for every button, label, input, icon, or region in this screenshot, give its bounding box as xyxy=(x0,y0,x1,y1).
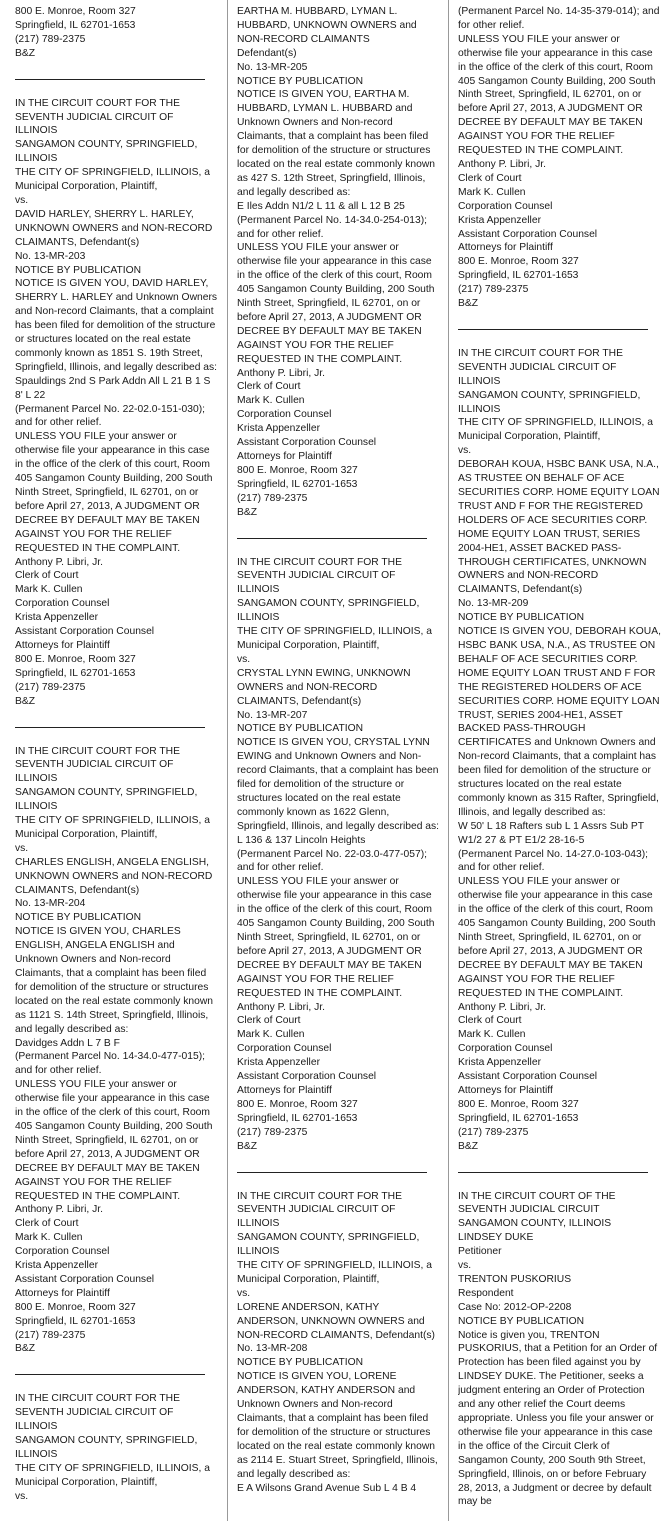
notice-line: vs. xyxy=(458,1260,472,1272)
notice-line: UNLESS YOU FILE your answer or otherwise file your appearance in this case in the office of the clerk of this court, Room 405 Sangamon County Building, 200 South Ninth Street, Springfield, IL 62701, on or before April 27, 2013, A JUDGMENT OR DECREE BY DEFAULT MAY BE TAKEN AGAINST YOU FOR THE RELIEF REQUESTED IN THE COMPLAINT. xyxy=(237,242,435,365)
notice-line: No. 13-MR-207 xyxy=(237,709,308,721)
notice-line: (Permanent Parcel No. 22-03.0-477-057); and for other relief. xyxy=(237,848,428,874)
notice-line: Assistant Corporation Counsel xyxy=(237,437,377,449)
notice-line: Attorneys for Plaintiff xyxy=(15,1287,110,1299)
notice-line: (217) 789-2375 xyxy=(458,284,529,296)
notice-line: UNLESS YOU FILE your answer or otherwise file your appearance in this case in the office of the clerk of this court, Room 405 Sangamon County Building, 200 South Ninth Street, Springfield, IL 62701, on or before April 27, 2013, A JUDGMENT OR DECREE BY DEFAULT MAY BE TAKEN AGAINST YOU FOR THE RELIEF REQUESTED IN THE COMPLAINT. xyxy=(15,1079,213,1202)
notice-line: NOTICE IS GIVEN YOU, LORENE ANDERSON, KATHY ANDERSON and Unknown Owners and Non-record Claimants, that a complaint has been filed for demolition of the structure or structures located on the real estate commonly known as 2114 E. Stuart Street, Springfield, Illinois, and legally described as: xyxy=(237,1371,438,1480)
legal-notice xyxy=(15,745,218,1357)
notice-line: Corporation Counsel xyxy=(237,409,332,421)
notice-line: Corporation Counsel xyxy=(458,200,553,212)
notice-line: Defendant(s) xyxy=(237,47,297,59)
notice-line: vs. xyxy=(237,653,251,665)
notice-line: Petitioner xyxy=(458,1246,502,1258)
notice-line: vs. xyxy=(458,445,472,457)
notice-line: Springfield, IL 62701-1653 xyxy=(15,667,136,679)
notice-line: Anthony P. Libri, Jr. xyxy=(237,1001,325,1013)
notice-line: Springfield, IL 62701-1653 xyxy=(15,19,136,31)
notice-line: Attorneys for Plaintiff xyxy=(237,1084,332,1096)
column-divider xyxy=(448,0,449,1521)
legal-notice xyxy=(237,5,440,520)
notice-line: Assistant Corporation Counsel xyxy=(237,1071,377,1083)
notice-line: SANGAMON COUNTY, SPRINGFIELD, ILLINOIS xyxy=(458,389,641,415)
notice-line: Anthony P. Libri, Jr. xyxy=(237,367,325,379)
notice-line: Mark K. Cullen xyxy=(237,395,305,407)
notice-line: Krista Appenzeller xyxy=(15,1260,98,1272)
column-3 xyxy=(458,5,661,1517)
notice-line: Mark K. Cullen xyxy=(458,186,526,198)
notice-line: (217) 789-2375 xyxy=(15,1329,86,1341)
notice-line: Krista Appenzeller xyxy=(458,1057,541,1069)
notice-line: (Permanent Parcel No. 14-27.0-103-043); and for other relief. xyxy=(458,848,649,874)
notice-line: CHARLES ENGLISH, ANGELA ENGLISH, UNKNOWN OWNERS and NON-RECORD CLAIMANTS, Defendant(s) xyxy=(15,856,213,896)
notice-line: 800 E. Monroe, Room 327 xyxy=(15,1301,136,1313)
notice-line: NOTICE IS GIVEN YOU, DEBORAH KOUA, HSBC BANK USA, N.A., AS TRUSTEE ON BEHALF OF ACE SECURITIES CORP. HOME EQUITY LOAN TRUST AND F FOR THE REGISTERED HOLDERS OF ACE SECURITIES CORP. HOME EQUITY LOAN TRUST, SERIES 2004-HE1, ASSET BACKED PASS-THROUGH CERTIFICATES and Unknown Owners and Non-record Claimants, that a complaint has been filed for demolition of the structure or structures located on the real estate commonly known as 315 Rafter, Springfield, Illinois, and legally described as: xyxy=(458,626,661,818)
notice-line: 800 E. Monroe, Room 327 xyxy=(15,6,136,17)
notice-separator xyxy=(237,1172,427,1173)
notice-line: IN THE CIRCUIT COURT FOR THE SEVENTH JUDICIAL CIRCUIT OF ILLINOIS xyxy=(15,745,180,785)
notice-line: Mark K. Cullen xyxy=(458,1029,526,1041)
notice-line: E Iles Addn N1/2 L 11 & all L 12 B 25 xyxy=(237,200,405,212)
notice-line: THE CITY OF SPRINGFIELD, ILLINOIS, a Municipal Corporation, Plaintiff, xyxy=(15,1462,210,1488)
notice-line: NOTICE IS GIVEN YOU, DAVID HARLEY, SHERRY L. HARLEY and Unknown Owners and Non-record Claimants, that a complaint has been filed for demolition of the structure or structures located on the real estate commonly known as 1851 S. 19th Street, Springfield, Illinois, and legally described as: xyxy=(15,278,218,373)
notice-line: IN THE CIRCUIT COURT FOR THE SEVENTH JUDICIAL CIRCUIT OF ILLINOIS xyxy=(15,1393,180,1433)
notice-line: (217) 789-2375 xyxy=(237,492,308,504)
legal-notice xyxy=(237,1190,440,1496)
notice-line: 800 E. Monroe, Room 327 xyxy=(237,1098,358,1110)
notice-line: CRYSTAL LYNN EWING, UNKNOWN OWNERS and NON-RECORD CLAIMANTS, Defendant(s) xyxy=(237,667,411,707)
notice-line: (217) 789-2375 xyxy=(458,1126,529,1138)
notice-line: EARTHA M. HUBBARD, LYMAN L. HUBBARD, UNKNOWN OWNERS and NON-RECORD CLAIMANTS xyxy=(237,6,417,45)
legal-notice xyxy=(15,5,218,61)
notice-line: LINDSEY DUKE xyxy=(458,1232,534,1244)
notice-line: B&Z xyxy=(458,298,479,310)
notice-line: IN THE CIRCUIT COURT FOR THE SEVENTH JUDICIAL CIRCUIT OF ILLINOIS xyxy=(15,97,180,137)
notice-line: 800 E. Monroe, Room 327 xyxy=(237,464,358,476)
notice-line: Mark K. Cullen xyxy=(15,1232,83,1244)
notice-line: (Permanent Parcel No. 14-34.0-477-015); and for other relief. xyxy=(15,1051,206,1077)
notice-line: vs. xyxy=(237,1287,251,1299)
notice-line: Krista Appenzeller xyxy=(237,423,320,435)
notice-line: THE CITY OF SPRINGFIELD, ILLINOIS, a Municipal Corporation, Plaintiff, xyxy=(237,626,432,651)
notice-line: Davidges Addn L 7 B F xyxy=(15,1037,120,1049)
notice-line: IN THE CIRCUIT COURT FOR THE SEVENTH JUDICIAL CIRCUIT OF ILLINOIS xyxy=(237,556,402,596)
notice-line: Springfield, IL 62701-1653 xyxy=(458,270,579,282)
notice-line: Notice is given you, TRENTON PUSKORIUS, that a Petition for an Order of Protection has been filed against you by LINDSEY DUKE. The Petitioner, seeks a judgment entering an Order of Protection and any other relief the Court deems appropriate. Unless you file your answer or otherwise file your appearance in this case in the office of the Circuit Clerk of Sangamon County, 200 South 9th Street, Springfield, Illinois, on or before February 28, 2013, a Judgment or decree by default may be xyxy=(458,1329,658,1508)
notice-line: SANGAMON COUNTY, SPRINGFIELD, ILLINOIS xyxy=(237,598,420,624)
notice-line: B&Z xyxy=(15,1343,36,1355)
notice-line: SANGAMON COUNTY, SPRINGFIELD, ILLINOIS xyxy=(15,1435,198,1460)
notice-separator xyxy=(458,329,648,330)
notice-line: NOTICE BY PUBLICATION xyxy=(15,264,142,276)
notice-separator xyxy=(15,79,205,80)
notice-line: Clerk of Court xyxy=(15,570,79,582)
column-divider xyxy=(227,0,228,1521)
notice-line: SANGAMON COUNTY, SPRINGFIELD, ILLINOIS xyxy=(237,1232,420,1258)
notice-line: 800 E. Monroe, Room 327 xyxy=(458,1098,579,1110)
notice-line: B&Z xyxy=(458,1140,479,1152)
notice-line: Corporation Counsel xyxy=(458,1043,553,1055)
notice-line: THE CITY OF SPRINGFIELD, ILLINOIS, a Municipal Corporation, Plaintiff, xyxy=(237,1260,432,1285)
legal-notice xyxy=(458,347,661,1154)
notice-separator xyxy=(15,727,205,728)
notice-line: Anthony P. Libri, Jr. xyxy=(458,1001,546,1013)
notice-line: Attorneys for Plaintiff xyxy=(458,1084,553,1096)
notice-line: Clerk of Court xyxy=(458,1015,522,1027)
notice-line: NOTICE BY PUBLICATION xyxy=(458,612,585,624)
notice-line: vs. xyxy=(15,1490,29,1502)
notice-line: Anthony P. Libri, Jr. xyxy=(15,1204,103,1216)
notice-line: Assistant Corporation Counsel xyxy=(458,228,598,240)
notice-line: IN THE CIRCUIT COURT FOR THE SEVENTH JUDICIAL CIRCUIT OF ILLINOIS xyxy=(458,347,623,387)
notice-line: Assistant Corporation Counsel xyxy=(458,1071,598,1083)
legal-notice xyxy=(458,1190,661,1510)
notice-line: THE CITY OF SPRINGFIELD, ILLINOIS, a Municipal Corporation, Plaintiff, xyxy=(15,167,210,193)
notice-line: Springfield, IL 62701-1653 xyxy=(15,1315,136,1327)
notice-line: SANGAMON COUNTY, SPRINGFIELD, ILLINOIS xyxy=(15,787,198,813)
notice-line: W 50' L 18 Rafters sub L 1 Assrs Sub PT W1/2 27 & PT E1/2 28-16-5 xyxy=(458,820,644,846)
notice-line: Krista Appenzeller xyxy=(458,214,541,226)
notice-line: SANGAMON COUNTY, SPRINGFIELD, ILLINOIS xyxy=(15,139,198,165)
notice-line: Springfield, IL 62701-1653 xyxy=(237,1112,358,1124)
notice-line: NOTICE IS GIVEN YOU, EARTHA M. HUBBARD, LYMAN L. HUBBARD and Unknown Owners and Non-record Claimants, that a complaint has been filed for demolition of the structure or structures located on the real estate commonly known as 427 S. 12th Street, Springfield, Illinois, and legally described as: xyxy=(237,89,436,198)
notice-separator xyxy=(237,538,427,539)
column-1 xyxy=(15,5,218,1517)
column-2 xyxy=(237,5,440,1517)
notice-line: Corporation Counsel xyxy=(15,598,110,610)
notice-line: Anthony P. Libri, Jr. xyxy=(458,158,546,170)
notice-line: (Permanent Parcel No. 14-34.0-254-013); and for other relief. xyxy=(237,214,428,240)
notice-line: Mark K. Cullen xyxy=(15,584,83,596)
legal-notice xyxy=(15,97,218,709)
notice-line: (Permanent Parcel No. 14-35-379-014); and for other relief. xyxy=(458,6,660,31)
notice-line: vs. xyxy=(15,194,29,206)
notice-line: Corporation Counsel xyxy=(237,1043,332,1055)
notice-line: Clerk of Court xyxy=(458,172,522,184)
notice-line: NOTICE BY PUBLICATION xyxy=(458,1315,585,1327)
notice-line: NOTICE IS GIVEN YOU, CRYSTAL LYNN EWING and Unknown Owners and Non-record Claimants, that a complaint has been filed for demolition of the structure or structures located on the real estate commonly known as 1622 Glenn, Springfield, Illinois, and legally described as: xyxy=(237,737,440,832)
notice-line: Attorneys for Plaintiff xyxy=(15,639,110,651)
notice-line: E A Wilsons Grand Avenue Sub L 4 B 4 xyxy=(237,1482,417,1494)
notice-line: vs. xyxy=(15,842,29,854)
notice-line: Krista Appenzeller xyxy=(15,612,98,624)
notice-line: SANGAMON COUNTY, ILLINOIS xyxy=(458,1218,612,1230)
notice-line: DAVID HARLEY, SHERRY L. HARLEY, UNKNOWN OWNERS and NON-RECORD CLAIMANTS, Defendant(s) xyxy=(15,208,213,248)
notice-line: Corporation Counsel xyxy=(15,1246,110,1258)
notice-line: L 136 & 137 Lincoln Heights xyxy=(237,834,366,846)
notice-line: IN THE CIRCUIT COURT OF THE SEVENTH JUDICIAL CIRCUIT xyxy=(458,1190,616,1216)
notice-line: IN THE CIRCUIT COURT FOR THE SEVENTH JUDICIAL CIRCUIT OF ILLINOIS xyxy=(237,1190,402,1230)
notice-line: Case No: 2012-OP-2208 xyxy=(458,1301,572,1313)
notice-line: (Permanent Parcel No. 22-02.0-151-030); and for other relief. xyxy=(15,403,206,429)
notice-line: Springfield, IL 62701-1653 xyxy=(458,1112,579,1124)
notice-line: Assistant Corporation Counsel xyxy=(15,1273,155,1285)
notice-line: (217) 789-2375 xyxy=(15,681,86,693)
notice-line: Assistant Corporation Counsel xyxy=(15,626,155,638)
notice-line: (217) 789-2375 xyxy=(15,33,86,45)
notice-line: Clerk of Court xyxy=(237,1015,301,1027)
notice-line: Attorneys for Plaintiff xyxy=(237,451,332,462)
legal-notice xyxy=(15,1392,218,1503)
notice-line: THE CITY OF SPRINGFIELD, ILLINOIS, a Municipal Corporation, Plaintiff, xyxy=(15,815,210,840)
notice-line: 800 E. Monroe, Room 327 xyxy=(15,653,136,665)
notice-line: NOTICE BY PUBLICATION xyxy=(237,723,364,735)
notice-line: Krista Appenzeller xyxy=(237,1057,320,1069)
notice-line: No. 13-MR-204 xyxy=(15,898,86,910)
notice-line: B&Z xyxy=(15,47,36,59)
notice-line: NOTICE BY PUBLICATION xyxy=(237,1357,364,1369)
notice-line: Springfield, IL 62701-1653 xyxy=(237,478,358,490)
notice-line: LORENE ANDERSON, KATHY ANDERSON, UNKNOWN OWNERS and NON-RECORD CLAIMANTS, Defendant(s) xyxy=(237,1301,435,1341)
notice-line: B&Z xyxy=(237,506,258,518)
legal-notice xyxy=(458,5,661,311)
notice-line: No. 13-MR-209 xyxy=(458,598,529,610)
notice-line: UNLESS YOU FILE your answer or otherwise file your appearance in this case in the office of the clerk of this court, Room 405 Sangamon County Building, 200 South Ninth Street, Springfield, IL 62701, on or before April 27, 2013, A JUDGMENT OR DECREE BY DEFAULT MAY BE TAKEN AGAINST YOU FOR THE RELIEF REQUESTED IN THE COMPLAINT. xyxy=(458,876,656,999)
notice-line: TRENTON PUSKORIUS xyxy=(458,1273,572,1285)
notice-line: B&Z xyxy=(15,695,36,707)
notice-line: UNLESS YOU FILE your answer or otherwise file your appearance in this case in the office of the clerk of this court, Room 405 Sangamon County Building, 200 South Ninth Street, Springfield, IL 62701, on or before April 27, 2013, A JUDGMENT OR DECREE BY DEFAULT MAY BE TAKEN AGAINST YOU FOR THE RELIEF REQUESTED IN THE COMPLAINT. xyxy=(15,431,213,554)
legal-notice xyxy=(237,556,440,1154)
notice-line: Spauldings 2nd S Park Addn All L 21 B 1 S 8' L 22 xyxy=(15,375,211,401)
notice-line: THE CITY OF SPRINGFIELD, ILLINOIS, a Municipal Corporation, Plaintiff, xyxy=(458,417,653,443)
notice-line: Anthony P. Libri, Jr. xyxy=(15,556,103,568)
notice-line: NOTICE BY PUBLICATION xyxy=(15,912,142,924)
notice-line: Respondent xyxy=(458,1287,514,1299)
notice-separator xyxy=(458,1172,648,1173)
notice-line: NOTICE IS GIVEN YOU, CHARLES ENGLISH, ANGELA ENGLISH and Unknown Owners and Non-record Claimants, that a complaint has been filed for demolition of the structure or structures located on the real estate commonly known as 1121 S. 14th Street, Springfield, Illinois, and legally described as: xyxy=(15,926,214,1035)
notice-line: 800 E. Monroe, Room 327 xyxy=(458,256,579,268)
notice-line: No. 13-MR-208 xyxy=(237,1343,308,1355)
notice-line: DEBORAH KOUA, HSBC BANK USA, N.A., AS TRUSTEE ON BEHALF OF ACE SECURITIES CORP. HOME EQUITY LOAN TRUST AND F FOR THE REGISTERED HOLDERS OF ACE SECURITIES CORP. HOME EQUITY LOAN TRUST, SERIES 2004-HE1, ASSET BACKED PASS-THROUGH CERTIFICATES, UNKNOWN OWNERS and NON-RECORD CLAIMANTS, Defendant(s) xyxy=(458,459,660,596)
notice-line: B&Z xyxy=(237,1140,258,1152)
notice-line: UNLESS YOU FILE your answer or otherwise file your appearance in this case in the office of the clerk of this court, Room 405 Sangamon County Building, 200 South Ninth Street, Springfield, IL 62701, on or before April 27, 2013, A JUDGMENT OR DECREE BY DEFAULT MAY BE TAKEN AGAINST YOU FOR THE RELIEF REQUESTED IN THE COMPLAINT. xyxy=(458,33,656,157)
notice-line: No. 13-MR-203 xyxy=(15,250,86,262)
notice-line: NOTICE BY PUBLICATION xyxy=(237,75,364,87)
notice-separator xyxy=(15,1374,205,1375)
notice-line: No. 13-MR-205 xyxy=(237,61,308,73)
notice-line: Mark K. Cullen xyxy=(237,1029,305,1041)
notice-line: Attorneys for Plaintiff xyxy=(458,242,553,254)
notice-line: UNLESS YOU FILE your answer or otherwise file your appearance in this case in the office of the clerk of this court, Room 405 Sangamon County Building, 200 South Ninth Street, Springfield, IL 62701, on or before April 27, 2013, A JUDGMENT OR DECREE BY DEFAULT MAY BE TAKEN AGAINST YOU FOR THE RELIEF REQUESTED IN THE COMPLAINT. xyxy=(237,876,435,999)
notice-line: Clerk of Court xyxy=(237,381,301,393)
notice-line: Clerk of Court xyxy=(15,1218,79,1230)
notice-line: (217) 789-2375 xyxy=(237,1126,308,1138)
